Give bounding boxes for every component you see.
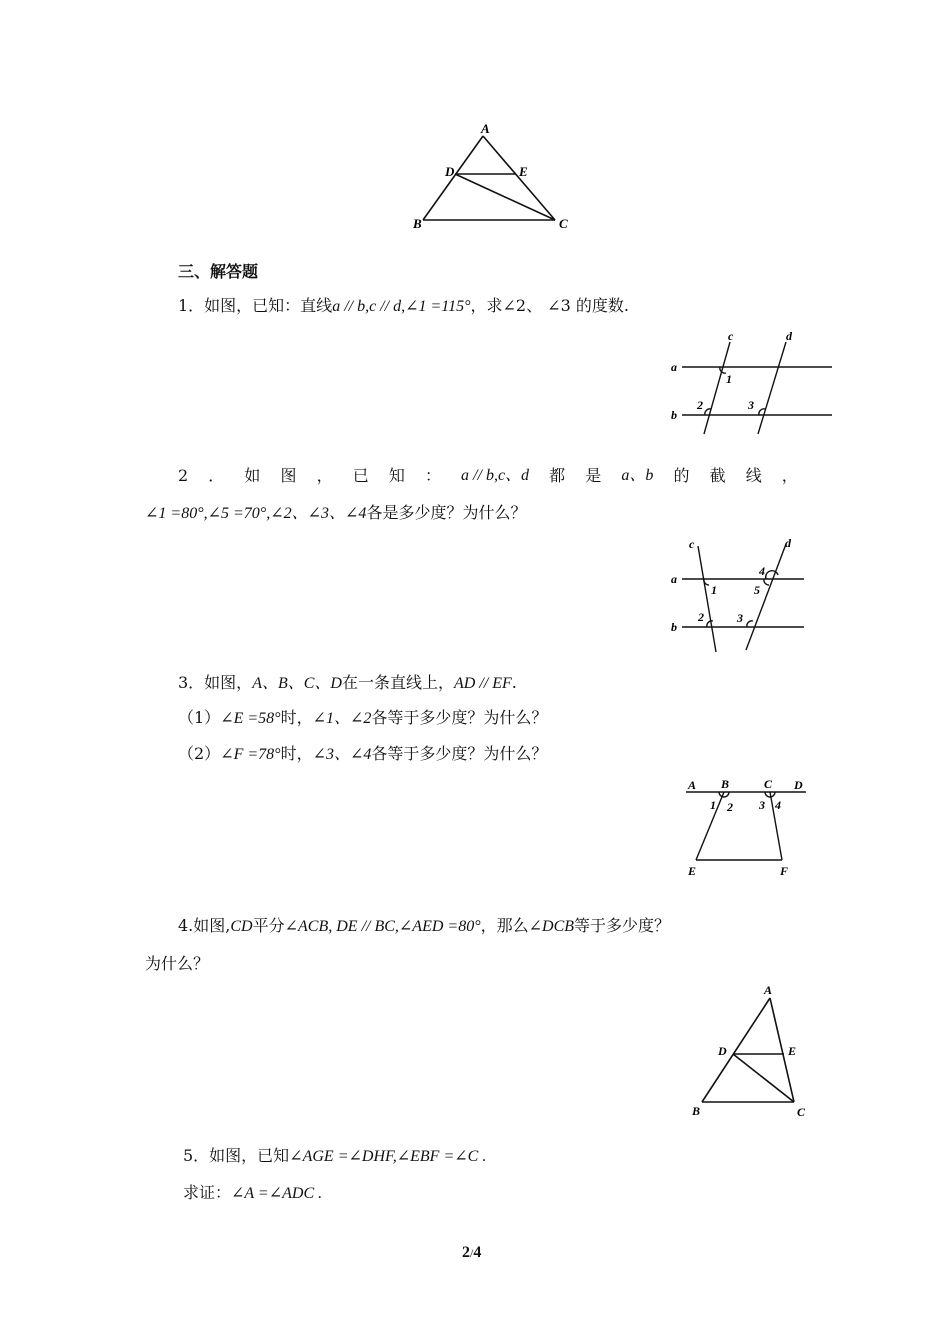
- label-3: 3: [748, 398, 754, 412]
- q2-token: ，: [781, 466, 798, 485]
- q3-mid: 在一条直线上，: [341, 673, 454, 692]
- label-D: D: [718, 1044, 727, 1058]
- q3-sub1-end: 各等于多少度？为什么？: [371, 708, 548, 727]
- q3-math: AD // EF: [453, 675, 512, 692]
- figure-q1-parallel-lines: [668, 328, 838, 436]
- q4-mid2: ，那么: [480, 916, 529, 935]
- q2-line2-math: ∠1 =80°,∠5 =70°,∠2、∠3、∠4: [145, 505, 367, 522]
- q3-points: A、B、C、D: [252, 675, 342, 692]
- figure-triangle-top: [405, 118, 585, 234]
- page-total: 4: [473, 1244, 482, 1261]
- q4-math2: ∠DCB: [528, 918, 575, 935]
- figure-q3-trapezoid: [678, 772, 823, 884]
- label-1: 1: [710, 798, 716, 812]
- q2-token: 如: [244, 466, 261, 485]
- page-sep: /: [470, 1246, 474, 1260]
- q1-prefix: 1．如图，已知：直线: [178, 296, 333, 315]
- q2-token: 是: [585, 466, 602, 485]
- q5-prove-label: 求证：: [183, 1183, 232, 1202]
- q3-end: .: [511, 673, 517, 692]
- label-2: 2: [697, 398, 703, 412]
- q1-suffix: ，求∠2、 ∠3 的度数.: [470, 296, 629, 315]
- q5-math: ∠AGE =∠DHF,∠EBF =∠C .: [289, 1148, 487, 1165]
- q2-token: 的: [673, 466, 690, 485]
- q2-line2-text: 各是多少度？为什么？: [366, 503, 527, 522]
- q2-token-math: a、b: [621, 467, 654, 484]
- label-a: a: [671, 360, 677, 374]
- label-D: D: [445, 164, 455, 179]
- q2-token: 知: [388, 466, 405, 485]
- label-2: 2: [698, 610, 704, 624]
- label-a: a: [671, 572, 677, 586]
- label-5: 5: [754, 583, 760, 597]
- label-B: B: [413, 216, 422, 231]
- question-3-sub-1: [178, 708, 547, 729]
- q2-token: 都: [549, 466, 566, 485]
- label-4: 4: [759, 564, 765, 578]
- label-1: 1: [726, 372, 732, 386]
- q2-token: 已: [352, 466, 369, 485]
- question-4-line-2: 为什么？: [145, 954, 210, 973]
- question-1: [178, 296, 629, 317]
- q1-math: a // b,c // d,∠1 =115°: [332, 298, 471, 315]
- question-5: [183, 1146, 486, 1167]
- q2-token: 2: [178, 466, 189, 485]
- q3-sub2-math: ∠F =78°: [220, 746, 281, 763]
- q4-cd: CD: [230, 918, 253, 935]
- label-c: c: [728, 329, 734, 343]
- q3-sub2-text: 时，: [280, 744, 313, 763]
- label-b: b: [671, 408, 677, 422]
- label-A: A: [688, 778, 697, 792]
- question-2-line-2: [145, 503, 526, 524]
- label-E: E: [788, 1044, 797, 1058]
- q4-mid: 平分: [252, 916, 285, 935]
- q3-sub1-math2: ∠1、∠2: [312, 710, 372, 727]
- label-F: F: [780, 864, 789, 878]
- q3-sub2-end: 各等于多少度？为什么？: [371, 744, 548, 763]
- q2-token: 线: [745, 466, 762, 485]
- q2-token: ，: [316, 466, 333, 485]
- label-d: d: [786, 329, 792, 343]
- q5-prove-math: ∠A =∠ADC .: [231, 1185, 323, 1202]
- label-A: A: [764, 983, 773, 997]
- q3-sub2-math2: ∠3、∠4: [312, 746, 372, 763]
- question-2-line-1: [178, 466, 798, 486]
- q3-sub1-math: ∠E =58°: [220, 710, 281, 727]
- label-E: E: [519, 164, 528, 179]
- question-3: [178, 673, 517, 694]
- label-B: B: [721, 777, 730, 791]
- label-3: 3: [759, 798, 765, 812]
- label-E: E: [688, 864, 697, 878]
- label-C: C: [764, 777, 773, 791]
- q2-token: 截: [709, 466, 726, 485]
- question-5-prove: [183, 1183, 322, 1204]
- q3-sub1-text: 时，: [280, 708, 313, 727]
- q4-end: 等于多少度？: [574, 916, 671, 935]
- label-2: 2: [727, 800, 733, 814]
- q2-token: 图: [280, 466, 297, 485]
- label-4: 4: [775, 798, 781, 812]
- question-3-sub-2: [178, 744, 547, 765]
- label-d: d: [785, 536, 791, 550]
- q2-token: ：: [424, 466, 441, 485]
- q2-token: ．: [208, 466, 225, 485]
- q3-intro: 3．如图，: [178, 673, 253, 692]
- label-A: A: [481, 121, 490, 136]
- label-c: c: [689, 537, 695, 551]
- q4-prefix: 4.如图,: [178, 916, 231, 935]
- page-number: [462, 1243, 481, 1263]
- label-C: C: [559, 216, 568, 231]
- figure-q4-triangle: [688, 980, 818, 1124]
- label-1: 1: [711, 583, 717, 597]
- q2-token-math: a // b,c、d: [461, 467, 530, 484]
- label-3: 3: [737, 611, 743, 625]
- question-4: [178, 916, 670, 937]
- q3-sub2-label: （2）: [178, 744, 221, 763]
- label-D: D: [794, 778, 803, 792]
- q3-sub1-label: （1）: [178, 708, 221, 727]
- label-C: C: [797, 1105, 806, 1119]
- section-title: 三、解答题: [178, 262, 259, 281]
- label-B: B: [692, 1104, 701, 1118]
- label-b: b: [671, 620, 677, 634]
- q4-math: ∠ACB, DE // BC,∠AED =80°: [284, 918, 481, 935]
- figure-q2-transversals: [668, 534, 838, 656]
- q5-prefix: 5．如图，已知: [183, 1146, 290, 1165]
- page-current: 2: [462, 1244, 470, 1261]
